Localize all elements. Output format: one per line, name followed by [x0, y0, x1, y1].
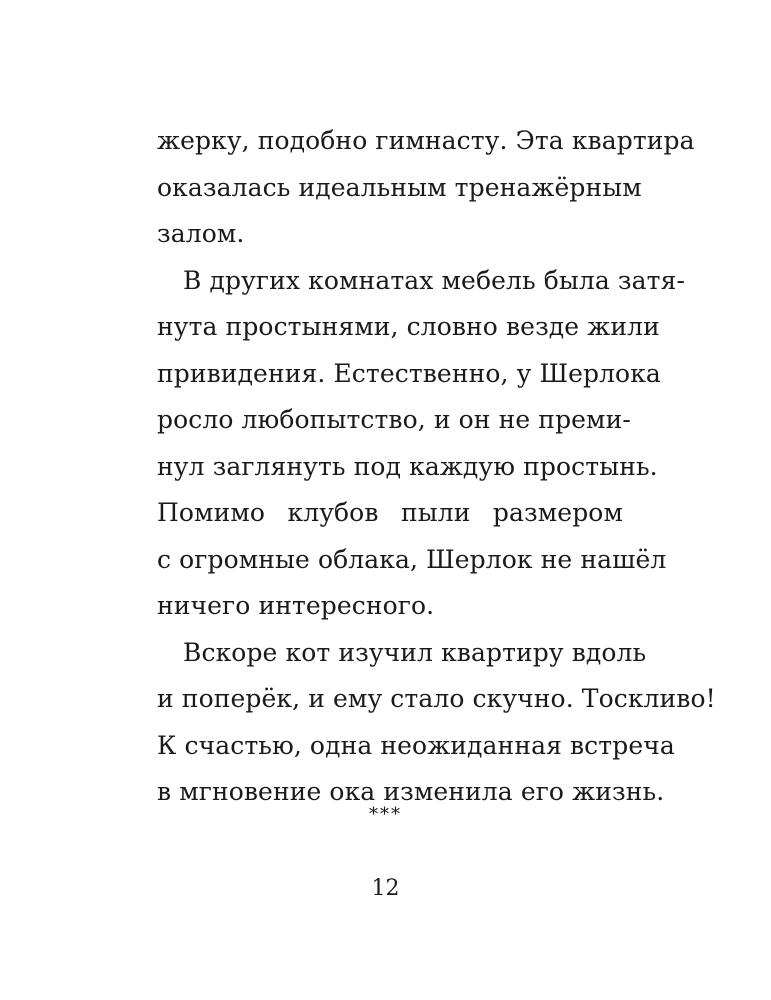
- text-line: нута простынями, словно везде жили: [157, 312, 660, 341]
- text-line: В других комнатах мебель была затя-: [183, 265, 685, 295]
- text-line: К счастью, одна неожиданная встреча: [157, 730, 675, 760]
- text-line: Помимо клубов пыли размером: [157, 498, 623, 527]
- text-line: жерку, подобно гимнасту. Эта квартира: [157, 126, 695, 155]
- text-line: нул заглянуть под каждую простынь.: [157, 451, 658, 481]
- text-line: Вскоре кот изучил квартиру вдоль: [183, 637, 647, 667]
- section-separator: ***: [369, 804, 402, 825]
- text-line: оказалась идеальным тренажёрным: [157, 172, 642, 202]
- text-line: в мгновение ока изменила его жизнь.: [157, 777, 665, 806]
- text-line: ничего интересного.: [157, 591, 435, 620]
- text-line: привидения. Естественно, у Шерлока: [157, 358, 661, 388]
- text-line: росло любопытство, и он не преми-: [157, 405, 631, 434]
- page-number: 12: [371, 876, 400, 901]
- text-line: залом.: [157, 219, 245, 248]
- text-line: и поперёк, и ему стало скучно. Тоскливо!: [157, 684, 716, 713]
- text-line: с огромные облака, Шерлок не нашёл: [157, 544, 667, 574]
- body-text: [157, 118, 716, 816]
